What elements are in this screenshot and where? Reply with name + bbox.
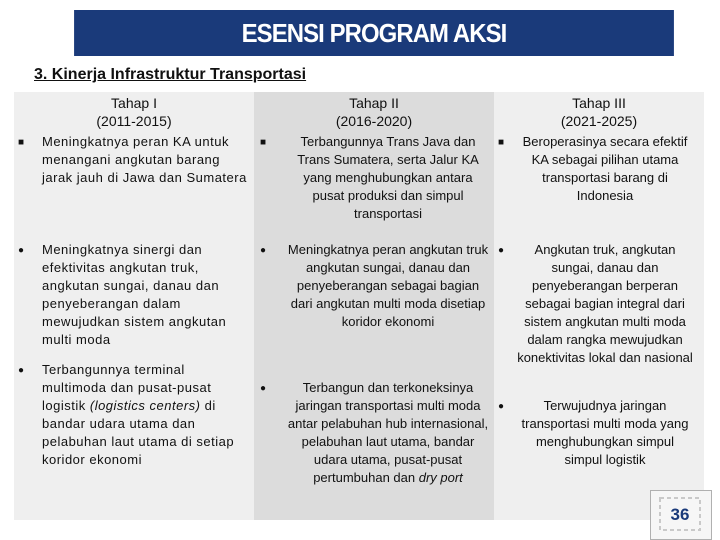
page-number: 36 [670,505,690,524]
column-header-tahap-1 [14,94,254,130]
row-1-tahap-3: Beroperasinya secara efektif KA sebagai pilihan utama transportasi barang di Indonesia [522,134,688,203]
column-period: (2016-2020) [335,113,413,129]
column-header-tahap-3 [494,94,704,130]
bullet-icon: ■ [18,137,25,148]
section-subtitle: 3. Kinerja Infrastruktur Transportasi [34,66,307,83]
row-1-tahap-1: Meningkatnya peran KA untuk menangani angkutan barang jarak jauh di Jawa dan Sumatera [42,134,247,185]
column-name: Tahap III [572,95,626,111]
bullet-icon: ■ [498,137,505,148]
row-2-tahap-1: Meningkatnya sinergi dan efektivitas angkutan truk, angkutan sungai, danau dan penyeberangan dalam mewujudkan sistem angkutan multi moda [42,242,227,347]
bullet-icon: ● [18,245,25,256]
column-period: (2021-2025) [560,113,638,129]
row-2-tahap-3: Angkutan truk, angkutan sungai, danau dan penyeberangan berperan sebagai bagian integral dari sistem angkutan multi moda dalam rangka mewujudkan konektivitas lokal dan nasional [517,242,693,365]
bullet-icon: ● [260,245,267,256]
bullet-icon: ● [498,245,505,256]
column-name: Tahap II [349,95,399,111]
bullet-icon: ■ [260,137,267,148]
column-period: (2011-2015) [96,113,172,129]
column-header-tahap-2 [254,94,494,130]
column-name: Tahap I [111,95,157,111]
bullet-icon: ● [498,401,505,412]
row-1-tahap-2: Terbangunnya Trans Java dan Trans Sumatera, serta Jalur KA yang menghubungkan antara pusat produksi dan simpul transportasi [297,134,479,221]
bullet-icon: ● [260,383,267,394]
slide-title: ESENSI PROGRAM AKSI [74,10,674,56]
row-3-tahap-2: Terbangun dan terkoneksinya jaringan transportasi multi moda antar pelabuhan hub internasional, pelabuhan laut utama, bandar udara utama, pusat-pusat pertumbuhan dan dry port [287,380,489,485]
bullet-icon: ● [18,365,25,376]
row-2-tahap-2: Meningkatnya peran angkutan truk angkutan sungai, danau dan penyeberangan sebagai bagian dari angkutan multi moda disetiap koridor ekonomi [287,242,489,329]
row-3-tahap-3: Terwujudnya jaringan transportasi multi moda yang menghubungkan simpul simpul logistik [521,398,689,467]
row-3-tahap-1: Terbangunnya terminal multimoda dan pusat-pusat logistik (logistics centers) di bandar udara utama dan pelabuhan laut utama di setiap koridor ekonomi [42,362,235,467]
